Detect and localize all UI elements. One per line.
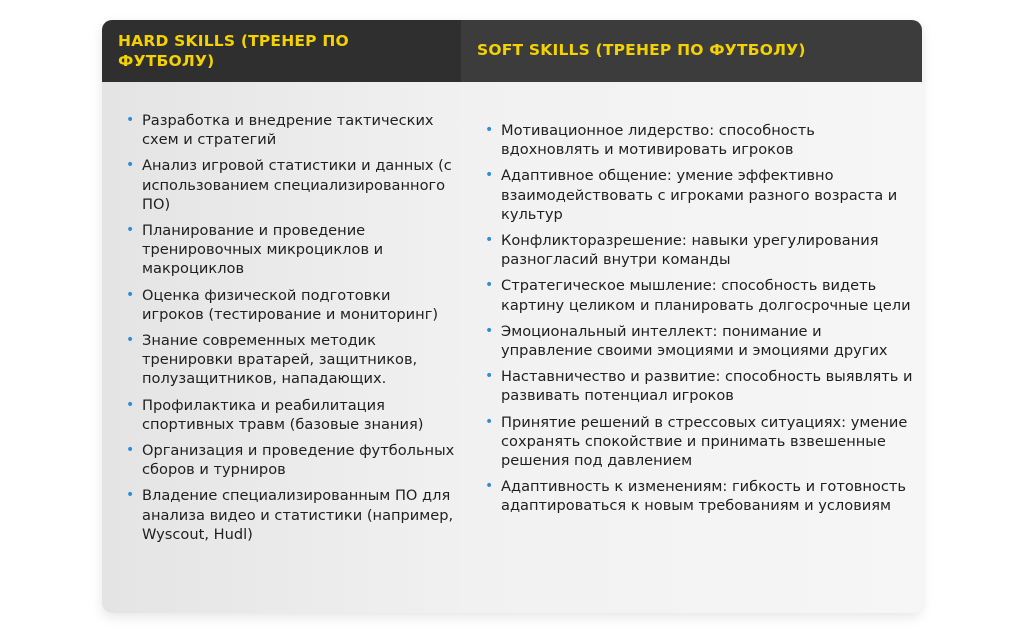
bullet-icon: • bbox=[126, 286, 135, 303]
list-item-text: Эмоциональный интеллект: понимание и управление своими эмоциями и эмоциями других bbox=[501, 322, 888, 360]
list-item bbox=[485, 166, 915, 224]
list-item bbox=[485, 276, 915, 314]
bullet-icon: • bbox=[126, 222, 135, 239]
bullet-icon: • bbox=[485, 232, 494, 249]
list-item bbox=[485, 231, 915, 269]
bullet-icon: • bbox=[126, 442, 135, 459]
soft-skills-list bbox=[485, 121, 915, 523]
hard-skills-header: HARD SKILLS (ТРЕНЕР ПО ФУТБОЛУ) bbox=[102, 20, 461, 82]
bullet-icon: • bbox=[126, 112, 135, 128]
list-item bbox=[126, 221, 456, 279]
list-item bbox=[485, 367, 915, 405]
list-item bbox=[126, 486, 456, 544]
list-item-text: Стратегическое мышление: способность видеть картину целиком и планировать долгосрочные цели bbox=[501, 277, 911, 314]
list-item-text: Разработка и внедрение тактических схем и стратегий bbox=[142, 112, 434, 149]
list-item-text: Мотивационное лидерство: способность вдохновлять и мотивировать игроков bbox=[501, 122, 815, 159]
list-item bbox=[485, 121, 915, 159]
list-item-text: Организация и проведение футбольных сборов и турниров bbox=[142, 442, 455, 479]
list-item bbox=[126, 331, 456, 389]
bullet-icon: • bbox=[485, 413, 494, 430]
list-item bbox=[126, 156, 456, 214]
list-item bbox=[485, 477, 915, 515]
bullet-icon: • bbox=[485, 167, 494, 184]
list-item-text: Адаптивность к изменениям: гибкость и готовность адаптироваться к новым требованиям и условиям bbox=[501, 478, 906, 515]
bullet-icon: • bbox=[485, 368, 494, 385]
list-item-text: Наставничество и развитие: способность выявлять и развивать потенциал игроков bbox=[501, 368, 913, 405]
list-item-text: Планирование и проведение тренировочных микроциклов и макроциклов bbox=[142, 222, 384, 278]
list-item-text: Знание современных методик тренировки вратарей, защитников, полузащитников, нападающих. bbox=[142, 332, 418, 388]
list-item bbox=[126, 111, 456, 149]
list-item bbox=[485, 413, 915, 471]
bullet-icon: • bbox=[485, 122, 494, 138]
list-item-text: Адаптивное общение: умение эффективно взаимодействовать с игроками разного возраста и культур bbox=[501, 167, 898, 223]
bullet-icon: • bbox=[485, 478, 494, 495]
bullet-icon: • bbox=[126, 487, 135, 504]
bullet-icon: • bbox=[485, 277, 494, 294]
soft-skills-header: SOFT SKILLS (ТРЕНЕР ПО ФУТБОЛУ) bbox=[461, 20, 922, 82]
list-item bbox=[126, 441, 456, 479]
list-item bbox=[126, 396, 456, 434]
table-header bbox=[102, 20, 922, 82]
bullet-icon: • bbox=[126, 332, 135, 349]
hard-skills-list bbox=[126, 111, 456, 551]
list-item-text: Владение специализированным ПО для анализа видео и статистики (например, Wyscout, Hudl) bbox=[142, 487, 454, 543]
bullet-icon: • bbox=[126, 157, 135, 174]
list-item bbox=[485, 322, 915, 360]
list-item bbox=[126, 286, 456, 324]
list-item-text: Анализ игровой статистики и данных (с использованием специализированного ПО) bbox=[142, 157, 452, 213]
skills-table bbox=[102, 20, 922, 613]
list-item-text: Конфликторазрешение: навыки урегулирования разногласий внутри команды bbox=[501, 232, 879, 269]
bullet-icon: • bbox=[485, 322, 494, 339]
list-item-text: Профилактика и реабилитация спортивных травм (базовые знания) bbox=[142, 396, 424, 433]
bullet-icon: • bbox=[126, 396, 135, 413]
list-item-text: Оценка физической подготовки игроков (тестирование и мониторинг) bbox=[142, 286, 439, 323]
list-item-text: Принятие решений в стрессовых ситуациях: умение сохранять спокойствие и принимать взвешенные решения под давлением bbox=[501, 413, 908, 470]
